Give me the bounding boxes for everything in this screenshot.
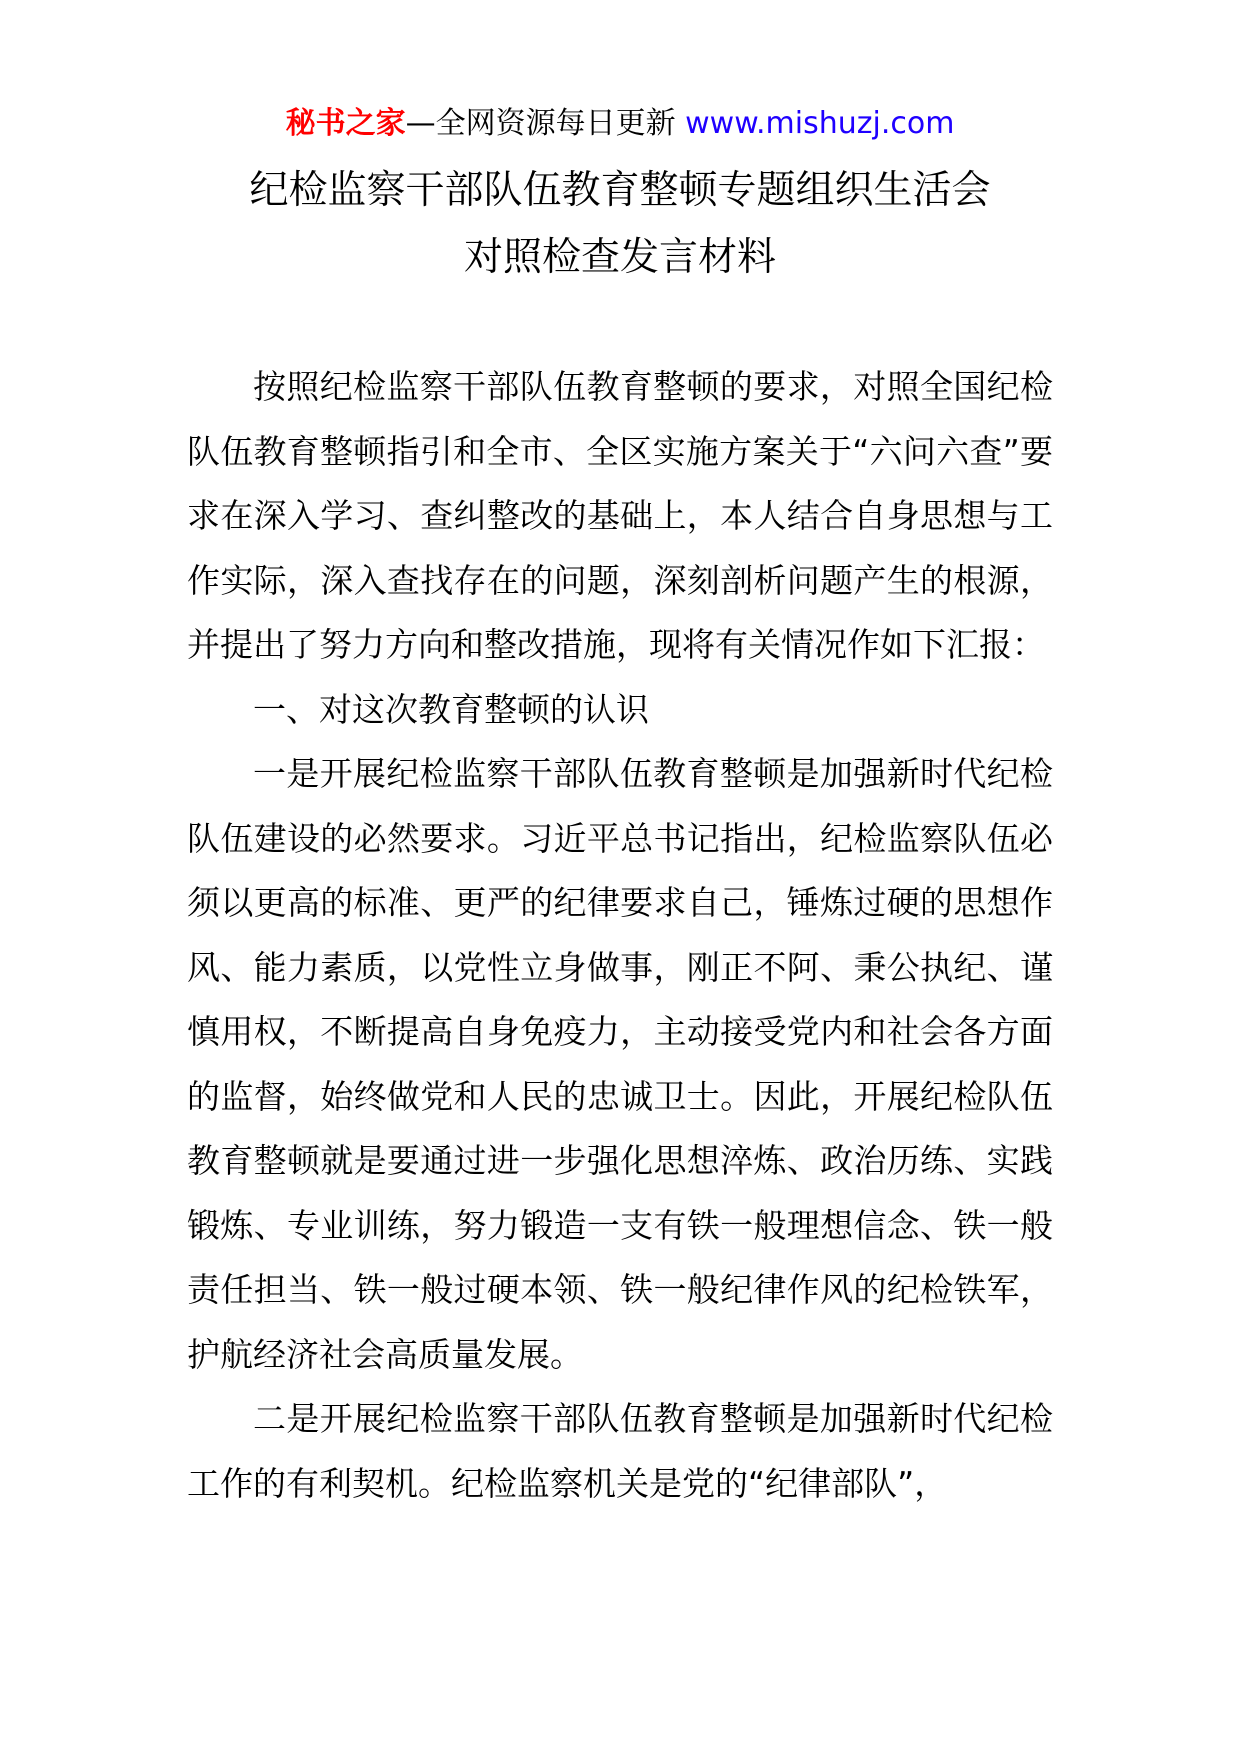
header-tagline: —全网资源每日更新 (405, 106, 686, 141)
document-title-line-1: 纪检监察干部队伍教育整顿专题组织生活会 (249, 168, 991, 213)
paragraph-point-2: 二是开展纪检监察干部队伍教育整顿是加强新时代纪检工作的有利契机。纪检监察机关是党的“纪律部队”， (187, 1399, 1053, 1503)
paragraph-point-1: 一是开展纪检监察干部队伍教育整顿是加强新时代纪检队伍建设的必然要求。习近平总书记指出，纪检监察队伍必须以更高的标准、更严的纪律要求自己，锤炼过硬的思想作风、能力素质，以党性立身做事，刚正不阿、秉公执纪、谨慎用权，不断提高自身免疫力，主动接受党内和社会各方面的监督，始终做党和人民的忠诚卫士。因此，开展纪检队伍教育整顿就是要通过进一步强化思想淬炼、政治历练、实践锻炼、专业训练，努力锻造一支有铁一般理想信念、铁一般责任担当、铁一般过硬本领、铁一般纪律作风的纪检铁军，护航经济社会高质量发展。 (187, 754, 1053, 1374)
document-body (187, 355, 1053, 1516)
document-title-line-2: 对照检查发言材料 (463, 235, 776, 280)
site-header (0, 104, 1240, 144)
brand-name: 秘书之家 (285, 106, 406, 141)
section-heading-1: 一、对这次教育整顿的认识 (253, 689, 649, 729)
site-url-link[interactable]: www.mishuzj.com (685, 106, 955, 141)
paragraph-intro: 按照纪检监察干部队伍教育整顿的要求，对照全国纪检队伍教育整顿指引和全市、全区实施方案关于“六问六查”要求在深入学习、查纠整改的基础上，本人结合自身思想与工作实际，深入查找存在的问题，深刻剖析问题产生的根源，并提出了努力方向和整改措施，现将有关情况作如下汇报： (187, 367, 1053, 664)
